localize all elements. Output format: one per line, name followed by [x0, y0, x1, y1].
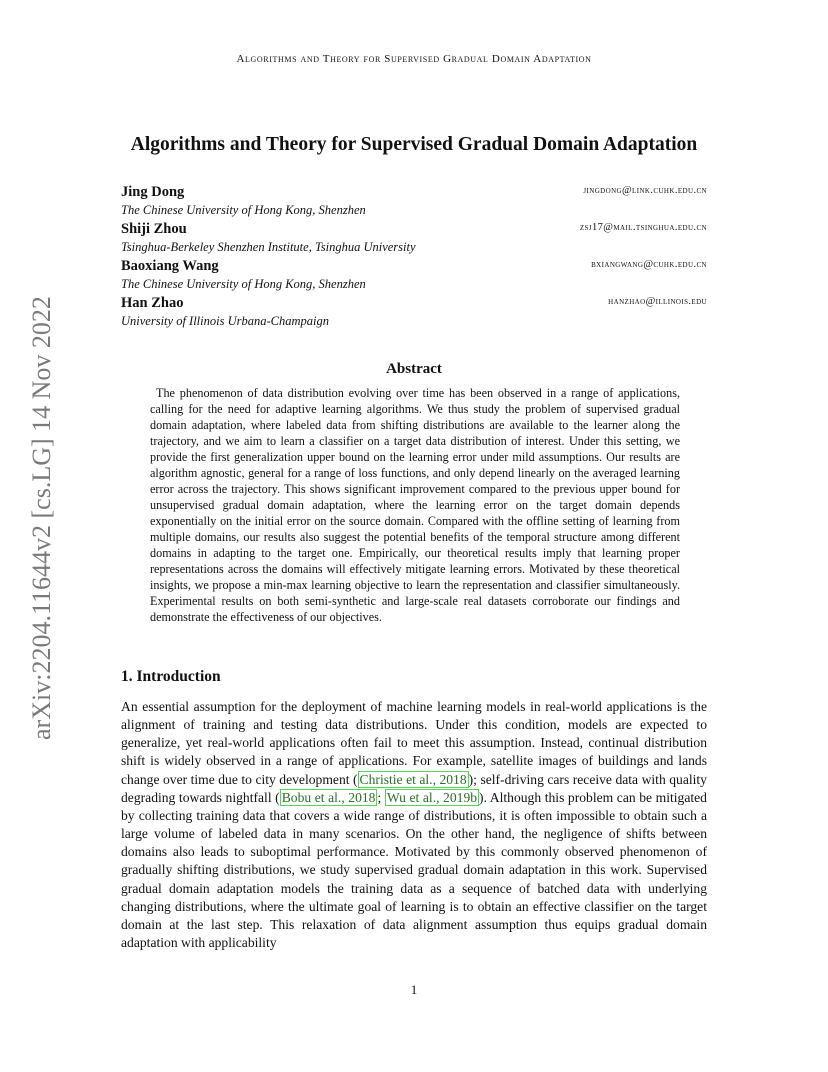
- arxiv-stamp: [28, 278, 56, 758]
- running-header: Algorithms and Theory for Supervised Gradual Domain Adaptation: [236, 53, 592, 65]
- section-heading-introduction: 1. Introduction: [121, 668, 221, 685]
- author-entry: [121, 220, 707, 257]
- author-email: hanzhao@illinois.edu: [608, 296, 707, 307]
- intro-text-segment: ). Although this problem can be mitigated by collecting training data that covers a wide range of distributions, it is often impossible to obtain such a large volume of labeled data in many scenarios. On the other hand, the negligence of shifts between domains also leads to suboptimal performance. Motivated by this commonly observed phenomenon of gradually shifting distributions, we study supervised gradual domain adaptation in this work. Supervised gradual domain adaptation models the training data as a sequence of batched data with underlying changing distributions, where the ultimate goal of learning is to obtain an effective classifier on the target domain at the last step. This relaxation of data alignment assumption thus equips gradual domain adaptation with applicability: [121, 789, 707, 951]
- abstract-heading: Abstract: [386, 361, 442, 377]
- author-entry: [121, 183, 707, 220]
- citation-link[interactable]: Bobu et al., 2018: [281, 789, 376, 805]
- author-affiliation: The Chinese University of Hong Kong, Shenzhen: [121, 277, 366, 291]
- author-affiliation: Tsinghua-Berkeley Shenzhen Institute, Tsinghua University: [121, 240, 416, 254]
- author-entry: [121, 294, 707, 331]
- introduction-text: [121, 698, 707, 952]
- intro-text-segment: An essential assumption for the deployment of machine learning models in real-world applications is the alignment of training and testing data distributions. Under this condition, models are expected to generalize, yet real-world applications often fail to meet this assumption. Instead, continual distribution shift is widely observed in a range of applications. For example, satellite images of buildings and lands change over time due to city development (: [121, 699, 707, 787]
- author-affiliation: The Chinese University of Hong Kong, Shenzhen: [121, 203, 366, 217]
- author-name: Shiji Zhou: [121, 221, 187, 237]
- abstract-text: The phenomenon of data distribution evolving over time has been observed in a range of applications, calling for the need for adaptive learning algorithms. We thus study the problem of supervised gradual domain adaptation, where labeled data from shifting distributions are available to the learner along the trajectory, and we aim to learn a classifier on a target data distribution of interest. Under this setting, we provide the first generalization upper bound on the learning error under mild assumptions. Our results are algorithm agnostic, general for a range of loss functions, and only depend linearly on the averaged learning error across the trajectory. This shows significant improvement compared to the previous upper bound for unsupervised gradual domain adaptation, where the learning error on the target domain depends exponentially on the initial error on the source domain. Compared with the offline setting of learning from multiple domains, our results also suggest the potential benefits of the temporal structure among different domains in adapting to the target one. Empirically, our theoretical results imply that learning proper representations across the domains will effectively mitigate learning errors. Motivated by these theoretical insights, we propose a min-max learning objective to learn the representation and classifier simultaneously. Experimental results on both semi-synthetic and large-scale real datasets corroborate our findings and demonstrate the effectiveness of our objectives.: [150, 386, 680, 624]
- author-email: bxiangwang@cuhk.edu.cn: [591, 259, 707, 270]
- author-name: Baoxiang Wang: [121, 258, 219, 274]
- citation-link[interactable]: Wu et al., 2019b: [386, 789, 478, 805]
- author-entry: [121, 257, 707, 294]
- author-name: Jing Dong: [121, 184, 185, 200]
- author-name: Han Zhao: [121, 295, 184, 311]
- intro-text-segment: ;: [377, 789, 385, 805]
- author-email: zsj17@mail.tsinghua.edu.cn: [579, 222, 707, 233]
- paper-title: Algorithms and Theory for Supervised Gradual Domain Adaptation: [130, 134, 698, 155]
- author-affiliation: University of Illinois Urbana-Champaign: [121, 314, 329, 328]
- citation-link[interactable]: Christie et al., 2018: [359, 771, 467, 787]
- author-email: jingdong@link.cuhk.edu.cn: [583, 185, 707, 196]
- author-block: [121, 183, 707, 331]
- arxiv-id: arXiv:2204.11644v2 [cs.LG] 14 Nov 2022: [27, 296, 56, 740]
- intro-text-segment: ); self-driving cars receive data with quality degrading towards nightfall (: [121, 771, 707, 805]
- page-number: 1: [410, 982, 418, 997]
